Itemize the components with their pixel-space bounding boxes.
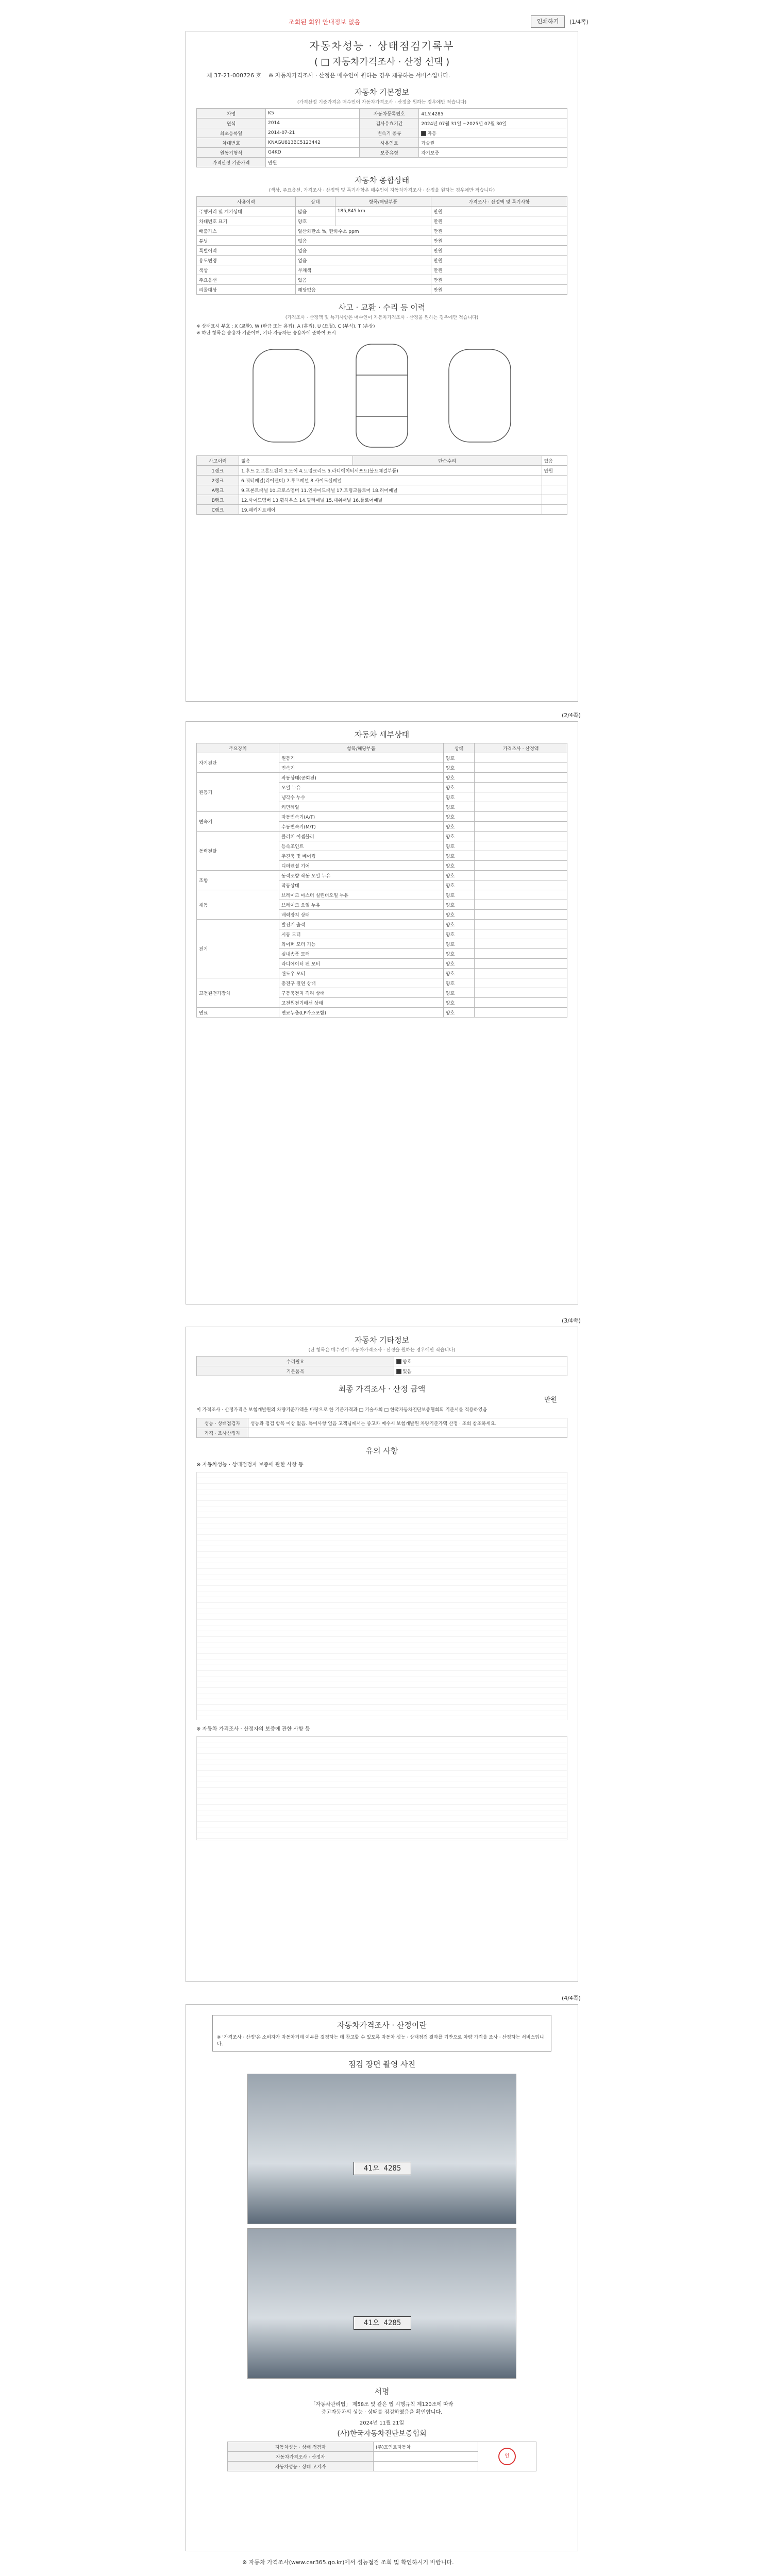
status-row bbox=[197, 216, 567, 226]
detail-group: 고전원전기장치 bbox=[197, 978, 279, 1008]
label-car-name: 차명 bbox=[197, 109, 266, 118]
detail-item: 냉각수 누수 bbox=[279, 792, 443, 802]
accident-history: 없음 bbox=[239, 456, 352, 466]
other-head: 자동차 기타정보 bbox=[354, 1335, 410, 1345]
detail-state: 양호 bbox=[443, 969, 474, 978]
label-transmission: 변속기 종류 bbox=[360, 128, 419, 138]
label-engine: 원동기형식 bbox=[197, 148, 266, 158]
caution-p1-title: ※ 자동차성능 · 상태점검자 보증에 관한 사항 등 bbox=[196, 1462, 304, 1468]
page-1 bbox=[186, 31, 578, 702]
sign-org-2: (주)포인트자동차 bbox=[374, 2442, 478, 2452]
member-notice: 조회된 회원 안내정보 없음 bbox=[289, 19, 360, 26]
final-head: 최종 가격조사 · 산정 금액 bbox=[338, 1384, 426, 1394]
status-table bbox=[196, 196, 567, 295]
status-row bbox=[197, 275, 567, 285]
detail-item: 커먼레일 bbox=[279, 802, 443, 812]
detail-item: 오일 누유 bbox=[279, 783, 443, 792]
detail-item: 수동변속기(M/T) bbox=[279, 822, 443, 832]
status-row-extra: 만원 bbox=[431, 236, 567, 246]
caution-body-1 bbox=[196, 1472, 567, 1720]
status-note: (색상, 주요옵션, 가격조사 · 산정액 및 특기사항은 매수인이 자동차가격조사 · 산정을 원하는 경우에만 적습니다) bbox=[268, 188, 495, 193]
basic-info-note: (가격산정 기준가격은 매수인이 자동차가격조사 · 산정을 원하는 경우에만 적습니다) bbox=[297, 100, 467, 105]
detail-group: 연료 bbox=[197, 1008, 279, 1018]
inspector-label: 성능 · 상태점검자 bbox=[197, 1418, 248, 1428]
rank-parts: 19.패키지트레이 bbox=[239, 505, 542, 515]
detail-item: 추진축 및 베어링 bbox=[279, 851, 443, 861]
detail-item: 작동상태(공회전) bbox=[279, 773, 443, 783]
stamp-icon: 인 bbox=[498, 2448, 516, 2465]
detail-group: 변속기 bbox=[197, 812, 279, 832]
caution-body-2 bbox=[196, 1736, 567, 1840]
engine: G4KD bbox=[266, 148, 360, 158]
detail-item: 등속조인트 bbox=[279, 841, 443, 851]
warranty: 자기보증 bbox=[419, 148, 567, 158]
sign-inspector-label: 자동차성능 · 상태 점검자 bbox=[228, 2442, 374, 2452]
status-col-2: 상태 bbox=[296, 197, 335, 207]
inspection-photo-front bbox=[247, 2074, 516, 2224]
checkbox-icon bbox=[421, 131, 426, 136]
detail-state: 양호 bbox=[443, 812, 474, 822]
status-col-4: 가격조사 · 산정액 및 특기사항 bbox=[431, 197, 567, 207]
basic-info-head: 자동차 기본정보 bbox=[354, 88, 410, 97]
car-name: K5 bbox=[266, 109, 360, 118]
rank-label: 1랭크 bbox=[197, 466, 239, 476]
detail-item: 윈도우 모터 bbox=[279, 969, 443, 978]
status-row bbox=[197, 226, 567, 236]
detail-item: 브레이크 오일 누유 bbox=[279, 900, 443, 910]
status-row-value: 없음 bbox=[296, 246, 431, 256]
detail-group: 전기 bbox=[197, 920, 279, 978]
detail-state: 양호 bbox=[443, 792, 474, 802]
status-row bbox=[197, 285, 567, 295]
status-col-3: 항목/해당부품 bbox=[335, 197, 431, 207]
rank-parts: 9.프론트패널 10.크로스멤버 11.인사이드패널 17.트렁크플로어 18.리어패널 bbox=[239, 485, 542, 495]
label-year: 연식 bbox=[197, 118, 266, 128]
rank-row bbox=[197, 466, 567, 476]
detail-group: 제동 bbox=[197, 890, 279, 920]
inspector-table bbox=[196, 1418, 567, 1438]
other-row-label: 기본품목 bbox=[197, 1366, 394, 1376]
detail-state: 양호 bbox=[443, 949, 474, 959]
detail-state: 양호 bbox=[443, 998, 474, 1008]
label-price: 가격산정 기준가격 bbox=[197, 158, 266, 167]
label-period: 검사유효기간 bbox=[360, 118, 419, 128]
checkbox-icon bbox=[396, 1369, 401, 1374]
vin: KNAGU813BC5123442 bbox=[266, 138, 360, 148]
status-row-label: 용도변경 bbox=[197, 256, 296, 265]
page-number-1: (1/4쪽) bbox=[569, 19, 589, 25]
transmission-value: 자동 bbox=[419, 128, 567, 138]
detail-item: 라디에이터 팬 모터 bbox=[279, 959, 443, 969]
detail-state: 양호 bbox=[443, 910, 474, 920]
status-row-value: 없음 bbox=[296, 256, 431, 265]
detail-col-2: 항목/해당부품 bbox=[279, 743, 443, 753]
other-note: (단 항목은 매수인이 자동차가격조사 · 산정을 원하는 경우에만 적습니다) bbox=[308, 1348, 456, 1353]
rank-row bbox=[197, 476, 567, 485]
detail-state: 양호 bbox=[443, 929, 474, 939]
label-warranty: 보증유형 bbox=[360, 148, 419, 158]
status-row-label: 차대번호 표기 bbox=[197, 216, 296, 226]
inspection-photo-rear bbox=[247, 2228, 516, 2379]
detail-col-3: 상태 bbox=[443, 743, 474, 753]
page-3 bbox=[186, 1327, 578, 1982]
detail-item: 시동 모터 bbox=[279, 929, 443, 939]
price-inspector-label: 가격 · 조사산정자 bbox=[197, 1428, 248, 1438]
rank-extra: 만원 bbox=[542, 466, 567, 476]
info-head: 자동차가격조사 · 산정이란 bbox=[337, 2021, 427, 2030]
status-row-extra: 만원 bbox=[431, 216, 567, 226]
detail-state: 양호 bbox=[443, 920, 474, 929]
status-row-extra: 만원 bbox=[431, 256, 567, 265]
status-row-label: 특별이력 bbox=[197, 246, 296, 256]
top-bar bbox=[0, 0, 773, 31]
price-unit: 만원 bbox=[266, 158, 567, 167]
other-table: 수리필요 양호 기본품목 있음 bbox=[196, 1356, 567, 1376]
status-row-label: 배출가스 bbox=[197, 226, 296, 236]
caution-head: 유의 사항 bbox=[365, 1446, 398, 1455]
detail-state: 양호 bbox=[443, 851, 474, 861]
status-row-label: 튜닝 bbox=[197, 236, 296, 246]
detail-col-4: 가격조사 · 산정액 bbox=[475, 743, 567, 753]
status-row-label: 리콜대상 bbox=[197, 285, 296, 295]
detail-state: 양호 bbox=[443, 871, 474, 880]
detail-state: 양호 bbox=[443, 753, 474, 763]
rank-row bbox=[197, 495, 567, 505]
accident-legend: ※ 상태표시 부호 : X (교환), W (판금 또는 용접), A (흠집), U (요철), C (부식), T (손상) bbox=[196, 324, 375, 329]
status-row-value: 있음 bbox=[296, 275, 431, 285]
plate-front: 41오 4285 bbox=[354, 2162, 411, 2175]
status-row-extra: 만원 bbox=[431, 285, 567, 295]
detail-state: 양호 bbox=[443, 978, 474, 988]
detail-item: 충전구 절연 상태 bbox=[279, 978, 443, 988]
reg-no: 41오4285 bbox=[419, 109, 567, 118]
detail-state: 양호 bbox=[443, 783, 474, 792]
detail-state: 양호 bbox=[443, 841, 474, 851]
label-reg-no: 자동차등록번호 bbox=[360, 109, 419, 118]
document-notice: ※ 자동차가격조사 · 산정은 매수인이 원하는 경우 제공하는 서비스입니다. bbox=[268, 72, 450, 79]
label-first-reg: 최초등록일 bbox=[197, 128, 266, 138]
info-body: ※ '가격조사 · 산정'은 소비자가 자동차거래 여부를 결정하는 데 참고할 수 있도록 자동차 성능 · 상태점검 결과를 기반으로 차량 가격을 조사 · 산정하는 서비스입니다. bbox=[217, 2035, 544, 2047]
page-4 bbox=[186, 2004, 578, 2551]
status-row-value: 일산화탄소 %, 탄화수소 ppm bbox=[296, 226, 431, 236]
detail-state: 양호 bbox=[443, 880, 474, 890]
detail-item: 자동변속기(A/T) bbox=[279, 812, 443, 822]
sign-org: (사)한국자동차진단보증협회 bbox=[337, 2430, 427, 2438]
sign-law-2: 중고자동차의 성능 · 상태를 점검하였음을 확인합니다. bbox=[321, 2410, 443, 2415]
status-row-value: 없음 bbox=[296, 236, 431, 246]
detail-state: 양호 bbox=[443, 822, 474, 832]
status-row-value: 양호 bbox=[296, 216, 335, 226]
sign-date: 2024년 11월 21일 bbox=[359, 2420, 405, 2426]
photo-head: 점검 장면 촬영 사진 bbox=[348, 2060, 416, 2069]
accident-table: 사고이력 없음 단순수리 있음 1랭크 1.후드 2.프론트펜더 3.도어 4.트렁크리드 5.라디에이터서포트(볼트체결부품) 만원 2랭크 6.쿼터패널(리어펜더) 7.루프패널 8.사이드실패널 A랭크 9.프론트패널 10.크로스멤버 11.인사이드패널 17.트렁크플로어 18.리어패널 B랭크 12.사이드멤버 13.휠하우스 14.필러패널 15.대쉬패널 16.플로어패널 C랭크 19.패키지트레이 bbox=[196, 455, 567, 515]
status-row bbox=[197, 236, 567, 246]
detail-state: 양호 bbox=[443, 900, 474, 910]
rank-label: A랭크 bbox=[197, 485, 239, 495]
detail-state: 양호 bbox=[443, 988, 474, 998]
sign-price-person-label: 자동차가격조사 · 산정자 bbox=[228, 2452, 374, 2462]
status-row-value: 많음 bbox=[296, 207, 335, 216]
status-row bbox=[197, 207, 567, 216]
other-row-label: 수리필요 bbox=[197, 1357, 394, 1366]
label-fuel: 사용연료 bbox=[360, 138, 419, 148]
status-head: 자동차 종합상태 bbox=[354, 176, 410, 185]
detail-item: 작동상태 bbox=[279, 880, 443, 890]
detail-item: 변속기 bbox=[279, 763, 443, 773]
sign-law: 「자동차관리법」 제58조 및 같은 법 시행규칙 제120조에 따라 bbox=[310, 2402, 453, 2408]
rank-parts: 6.쿼터패널(리어펜더) 7.루프패널 8.사이드실패널 bbox=[239, 476, 542, 485]
page-number-3: (3/4쪽) bbox=[562, 1317, 581, 1324]
detail-head: 자동차 세부상태 bbox=[354, 730, 410, 739]
detail-state: 양호 bbox=[443, 959, 474, 969]
status-row-extra: 만원 bbox=[431, 275, 567, 285]
year: 2014 bbox=[266, 118, 360, 128]
status-row-label: 주행거리 및 계기상태 bbox=[197, 207, 296, 216]
status-row-value: 무채색 bbox=[296, 265, 431, 275]
caution-p2-title: ※ 자동차 가격조사 · 산정자의 보증에 관한 사항 등 bbox=[196, 1726, 310, 1732]
info-box bbox=[212, 2015, 551, 2052]
page-number-4: (4/4쪽) bbox=[562, 1995, 581, 2002]
detail-item: 동력조향 작동 오일 누유 bbox=[279, 871, 443, 880]
detail-state: 양호 bbox=[443, 1008, 474, 1018]
rank-row bbox=[197, 485, 567, 495]
detail-group: 조향 bbox=[197, 871, 279, 890]
status-row bbox=[197, 256, 567, 265]
page-2 bbox=[186, 721, 578, 1304]
mileage: 185,845 km bbox=[335, 207, 431, 216]
detail-item: 고전원전기배선 상태 bbox=[279, 998, 443, 1008]
checkbox-icon bbox=[396, 1359, 401, 1364]
detail-item: 클러치 어셈블리 bbox=[279, 832, 443, 841]
inspector-note: 성능과 점검 항목 이상 없음. 특이사항 없음 고객님께서는 중고차 매수시 보험개발원 차량기준가액 산정 · 조회 참조하세요. bbox=[248, 1418, 567, 1428]
final-note: 이 가격조사 · 산정가격은 보험개발원의 차량기준가액을 바탕으로 한 기준가격과 □ 기술사회 □ 한국자동차진단보증협회의 기준서를 적용하였음 bbox=[196, 1408, 488, 1413]
rank-parts: 12.사이드멤버 13.휠하우스 14.필러패널 15.대쉬패널 16.플로어패널 bbox=[239, 495, 542, 505]
detail-item: 와이퍼 모터 기능 bbox=[279, 939, 443, 949]
valid-period: 2024년 07월 31일 ~2025년 07월 30일 bbox=[419, 118, 567, 128]
detail-state: 양호 bbox=[443, 939, 474, 949]
first-reg: 2014-07-21 bbox=[266, 128, 360, 138]
accident-legend-2: ※ 하단 항목은 승용차 기준이며, 기타 자동차는 승용차에 준하여 표시 bbox=[196, 331, 336, 336]
rank-label: C랭크 bbox=[197, 505, 239, 515]
car-diagram bbox=[196, 339, 567, 452]
detail-state: 양호 bbox=[443, 832, 474, 841]
detail-group: 자기진단 bbox=[197, 753, 279, 773]
detail-group: 동력전달 bbox=[197, 832, 279, 871]
detail-item: 배력장치 상태 bbox=[279, 910, 443, 920]
document-title: 자동차성능 · 상태점검기록부 bbox=[309, 40, 455, 52]
status-row bbox=[197, 265, 567, 275]
sign-table bbox=[227, 2442, 536, 2471]
basic-info-table bbox=[196, 108, 567, 167]
label-vin: 차대번호 bbox=[197, 138, 266, 148]
status-row-extra: 만원 bbox=[431, 246, 567, 256]
accident-head: 사고 · 교환 · 수리 등 이력 bbox=[338, 303, 426, 312]
detail-item: 디퍼렌셜 기어 bbox=[279, 861, 443, 871]
status-row-value: 해당없음 bbox=[296, 285, 431, 295]
page-number-2: (2/4쪽) bbox=[562, 712, 581, 719]
detail-item: 브레이크 마스터 실린더오일 누유 bbox=[279, 890, 443, 900]
print-button[interactable]: 인쇄하기 bbox=[531, 15, 565, 28]
status-row-label: 주요옵션 bbox=[197, 275, 296, 285]
footer-link[interactable]: ※ 자동차 가격조사(www.car365.go.kr)에서 성능점검 조회 및 확인하시기 바랍니다. bbox=[242, 2559, 454, 2566]
detail-state: 양호 bbox=[443, 763, 474, 773]
rank-label: 2랭크 bbox=[197, 476, 239, 485]
rank-label: B랭크 bbox=[197, 495, 239, 505]
status-row-extra: 만원 bbox=[431, 226, 567, 236]
accident-note: (가격조사 · 산정액 및 특기사항은 매수인이 자동차가격조사 · 산정을 원하는 경우에만 적습니다) bbox=[285, 315, 479, 320]
document-number: 제 37-21-000726 호 bbox=[207, 72, 262, 79]
detail-item: 발전기 출력 bbox=[279, 920, 443, 929]
detail-col-1: 주요장치 bbox=[197, 743, 279, 753]
detail-state: 양호 bbox=[443, 773, 474, 783]
final-unit: 만원 bbox=[544, 1396, 557, 1404]
detail-group: 원동기 bbox=[197, 773, 279, 812]
detail-item: 구동축전지 격리 상태 bbox=[279, 988, 443, 998]
detail-table bbox=[196, 743, 567, 1018]
plate-rear: 41오 4285 bbox=[354, 2316, 411, 2330]
car-outline-icon bbox=[196, 339, 567, 452]
status-row bbox=[197, 246, 567, 256]
status-row-label: 색상 bbox=[197, 265, 296, 275]
fuel: 가솔린 bbox=[419, 138, 567, 148]
detail-item: 연료누출(LP가스포함) bbox=[279, 1008, 443, 1018]
status-col-1: 사용이력 bbox=[197, 197, 296, 207]
detail-state: 양호 bbox=[443, 890, 474, 900]
document-subtitle: ( □ 자동차가격조사 · 산정 선택 ) bbox=[314, 57, 450, 67]
detail-item: 원동기 bbox=[279, 753, 443, 763]
rank-row bbox=[197, 505, 567, 515]
detail-state: 양호 bbox=[443, 802, 474, 812]
detail-item: 실내송풍 모터 bbox=[279, 949, 443, 959]
sign-head: 서명 bbox=[374, 2387, 390, 2396]
sign-seller-label: 자동차성능 · 상태 고지자 bbox=[228, 2462, 374, 2471]
detail-state: 양호 bbox=[443, 861, 474, 871]
simple-repair: 있음 bbox=[542, 456, 567, 466]
status-row-extra: 만원 bbox=[431, 207, 567, 216]
status-row-extra: 만원 bbox=[431, 265, 567, 275]
rank-parts: 1.후드 2.프론트펜더 3.도어 4.트렁크리드 5.라디에이터서포트(볼트체결부품) bbox=[239, 466, 542, 476]
